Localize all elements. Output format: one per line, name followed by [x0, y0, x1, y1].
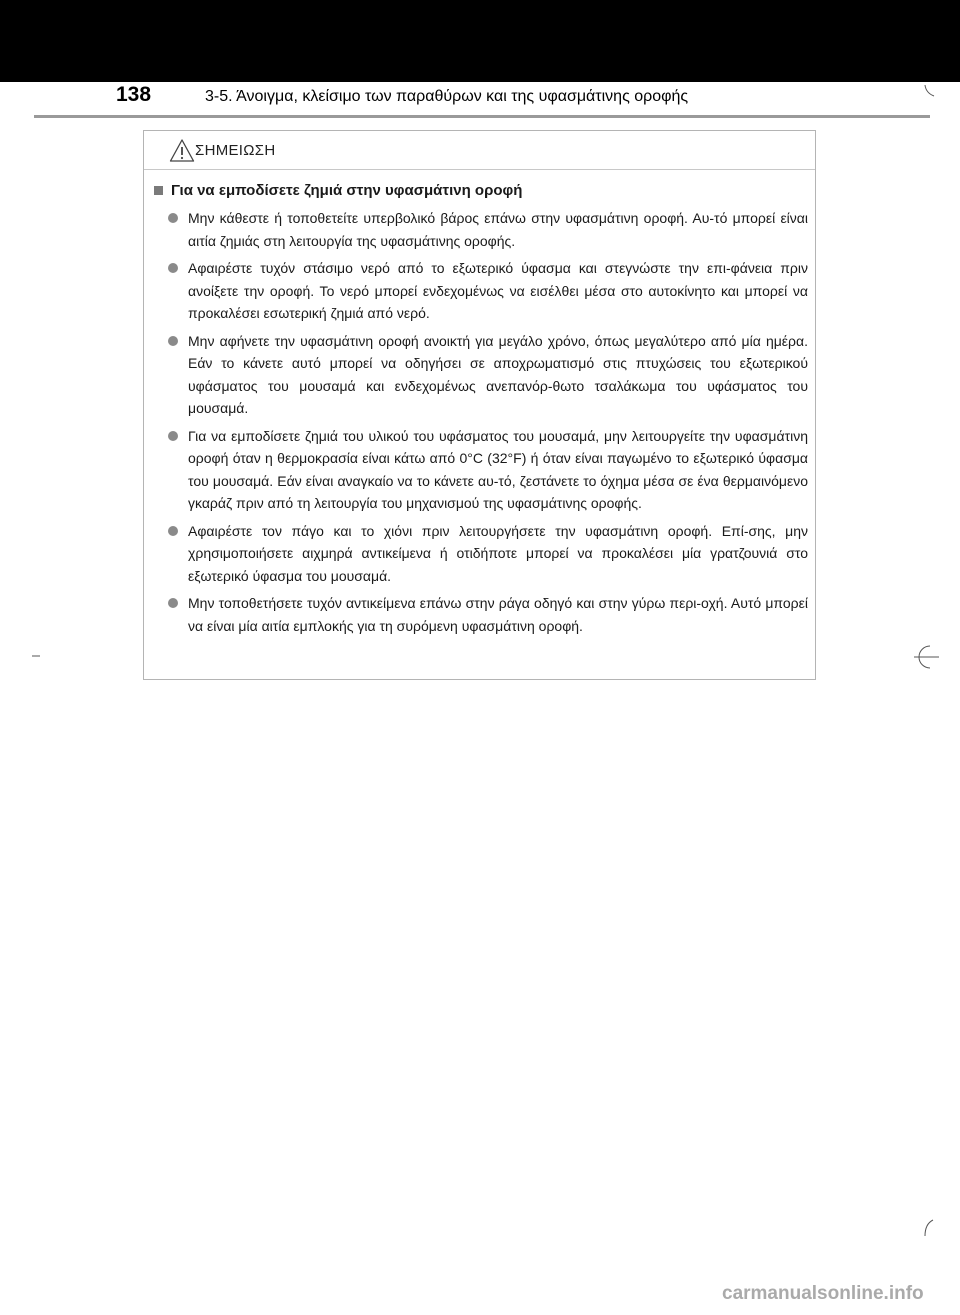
bullet-dot-icon: [168, 526, 178, 536]
watermark: carmanualsonline.info: [722, 1283, 924, 1304]
bullet-text: Μην τοποθετήσετε τυχόν αντικείμενα επάνω στην ράγα οδηγό και στην γύρω περι-οχή. Αυτό μπορεί να είναι μία αιτία εμπλοκής για τη συρόμενη υφασμάτινη οροφή.: [188, 595, 808, 634]
crop-mark-bottom-right: [922, 1218, 936, 1238]
bullet-dot-icon: [168, 213, 178, 223]
bullet-text: Για να εμποδίσετε ζημιά του υλικού του υφάσματος του μουσαμά, μην λειτουργείτε την υφασμάτινη οροφή όταν η θερμοκρασία είναι κάτω από 0°C (32°F) ή όταν είναι παγωμένο το εξωτερικό ύφασμα του μουσαμά. Εάν είναι αναγκαίο να το κάνετε αυ-τό, ζεστάνετε το όχημα μέσα σε ένα θερμαινόμενο γκαράζ πριν από τη λειτουργία του μηχανισμού της υφασμάτινης οροφής.: [188, 427, 808, 511]
note-header: [144, 131, 815, 169]
page-number: 138: [116, 83, 152, 106]
note-content: [144, 179, 815, 642]
top-black-band: [0, 0, 960, 82]
crop-mark-top-right: [922, 84, 936, 98]
list-item: [144, 592, 815, 637]
section-heading-text: Για να εμποδίσετε ζημιά στην υφασμάτινη οροφή: [171, 182, 523, 199]
list-item: [144, 330, 815, 420]
bullet-text: Μην αφήνετε την υφασμάτινη οροφή ανοικτή για μεγάλο χρόνο, όπως μεγαλύτερο από μία ημέρα. Εάν το κάνετε αυτό μπορεί να οδηγήσει σε αποχρωματισμό στις πτυχώσεις του εξωτερικού υφάσματος του μουσαμά και ενδεχομένως ανεπανόρ-θωτο τσαλάκωμα του υφάσματος του μουσαμά.: [188, 332, 808, 416]
warning-triangle-icon: [169, 138, 195, 164]
list-item: [144, 207, 815, 252]
chapter-title: 3-5. Άνοιγμα, κλείσιμο των παραθύρων και της υφασμάτινης οροφής: [205, 88, 689, 105]
section-heading: [144, 179, 815, 203]
crop-mark-left: [30, 650, 42, 662]
bullet-list: [144, 207, 815, 637]
list-item: [144, 520, 815, 588]
crop-mark-right-register: [911, 642, 941, 672]
bullet-text: Αφαιρέστε τυχόν στάσιμο νερό από το εξωτερικό ύφασμα και στεγνώστε την επι-φάνεια πριν ανοίξετε την οροφή. Το νερό μπορεί ενδεχομένως να εισέλθει μέσα στο αυτοκίνητο και μπορεί να προκαλέσει εσωτερική ζημιά από νερό.: [188, 260, 808, 321]
bullet-dot-icon: [168, 431, 178, 441]
note-box: [143, 130, 816, 680]
list-item: [144, 425, 815, 515]
bullet-text: Μην κάθεστε ή τοποθετείτε υπερβολικό βάρος επάνω στην υφασμάτινη οροφή. Αυ-τό μπορεί είναι αιτία ζημιάς στη λειτουργία της υφασμάτινης οροφής.: [188, 210, 808, 249]
list-item: [144, 257, 815, 325]
bullet-dot-icon: [168, 336, 178, 346]
note-label: ΣΗΜΕΙΩΣΗ: [195, 142, 276, 159]
bullet-dot-icon: [168, 263, 178, 273]
bullet-dot-icon: [168, 598, 178, 608]
note-divider: [144, 169, 815, 170]
bullet-text: Αφαιρέστε τον πάγο και το χιόνι πριν λειτουργήσετε την υφασμάτινη οροφή. Επί-σης, μην χρησιμοποιήσετε αιχμηρά αντικείμενα ή οτιδήποτε μπορεί να προκαλέσει μία γρατζουνιά στο εξωτερικό ύφασμα του μουσαμά.: [188, 522, 808, 584]
header-rule: [34, 115, 930, 118]
square-bullet-icon: [154, 186, 163, 195]
